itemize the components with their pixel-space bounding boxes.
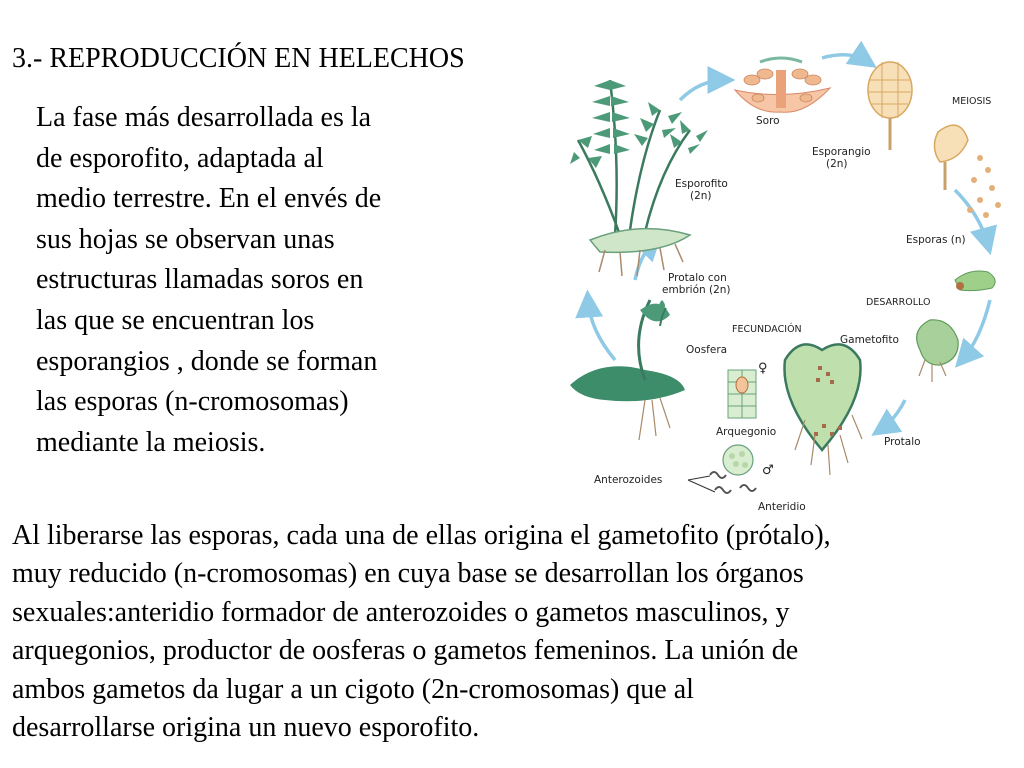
intro-line: las esporas (n-cromosomas) [36,386,349,418]
intro-line: mediante la meiosis. [36,426,266,458]
soro-illustration [735,58,830,112]
label-anterozoides: Anterozoides [594,474,663,486]
gametophyte-illustration [784,344,862,475]
female-symbol-icon: ♀ [758,361,768,376]
label-esporofito: Esporofito [675,178,728,190]
label-soro: Soro [756,115,780,127]
fern-life-cycle-diagram [560,40,1024,518]
prothallus-embryo-illustration [570,300,685,440]
body-line: desarrollarse origina un nuevo esporofito. [12,712,480,744]
body-line: sexuales:anteridio formador de anterozoides o gametos masculinos, y [12,596,790,628]
label-desarrollo: DESARROLLO [866,297,931,308]
intro-line: medio terrestre. En el envés de [36,183,382,215]
body-line: muy reducido (n-cromosomas) en cuya base se desarrollan los órganos [12,558,804,590]
label-protalo-embrion-2: embrión (2n) [662,284,731,296]
sporangium-illustration [868,62,912,150]
body-paragraph [12,517,1017,747]
label-esporangio: Esporangio [812,146,871,158]
body-line: arquegonios, productor de oosferas o gametos femeninos. La unión de [12,635,799,667]
intro-paragraph [36,98,466,463]
label-fecundacion: FECUNDACIÓN [732,324,802,335]
label-esporas: Esporas (n) [906,234,966,246]
antheridium-illustration [688,445,756,493]
male-symbol-icon: ♂ [762,463,774,478]
label-esporofito-ploidy: (2n) [690,190,712,202]
intro-line: estructuras llamadas soros en [36,264,364,296]
body-line: Al liberarse las esporas, cada una de ellas origina el gametofito (prótalo), [12,520,831,551]
intro-line: La fase más desarrollada es la [36,102,372,133]
label-protalo: Protalo [884,436,921,448]
body-line: ambos gametos da lugar a un cigoto (2n-cromosomas) que al [12,673,694,705]
intro-line: sus hojas se observan unas [36,223,335,255]
label-protalo-embrion-1: Protalo con [668,272,727,284]
label-esporangio-ploidy: (2n) [826,158,848,170]
intro-line: las que se encuentran los [36,304,315,336]
intro-line: de esporofito, adaptada al [36,142,324,174]
archegonium-illustration [728,370,756,418]
label-arquegonio: Arquegonio [716,426,777,438]
label-anteridio: Anteridio [758,501,806,513]
label-gametofito: Gametofito [840,334,899,346]
label-oosfera: Oosfera [686,344,728,356]
label-meiosis: MEIOSIS [952,96,992,107]
intro-line: esporangios , donde se forman [36,345,378,377]
slide-title: 3.- REPRODUCCIÓN EN HELECHOS [12,43,465,74]
